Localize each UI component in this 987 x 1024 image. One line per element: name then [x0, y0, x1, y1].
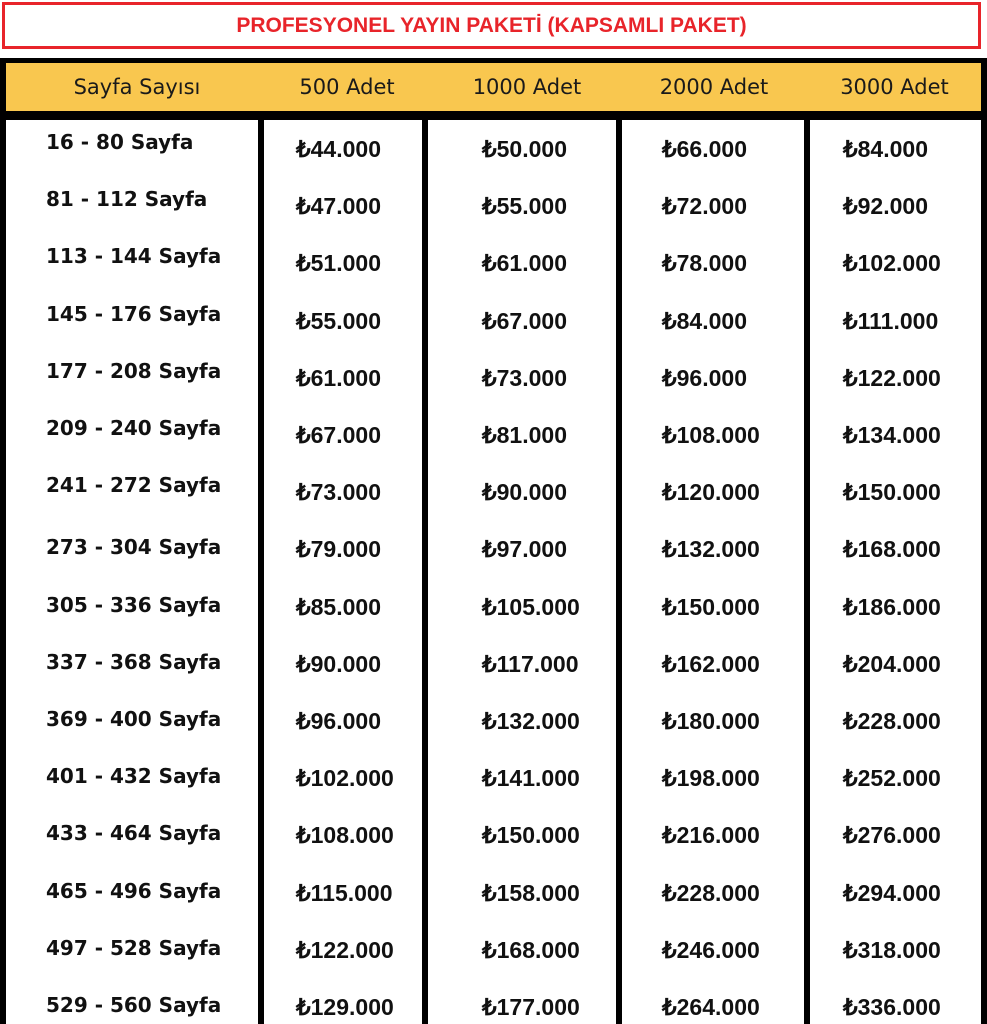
price-cell: ₺117.000: [482, 651, 579, 677]
row-label: 177 - 208 Sayfa: [46, 359, 222, 383]
price-cell: ₺294.000: [843, 880, 941, 906]
price-cell: ₺264.000: [662, 994, 760, 1020]
price-cell: ₺186.000: [843, 594, 941, 620]
price-cell: ₺198.000: [662, 765, 760, 791]
price-cell: ₺85.000: [296, 594, 381, 620]
row-label: 241 - 272 Sayfa: [46, 473, 222, 497]
price-cell: ₺120.000: [662, 479, 760, 505]
price-cell: ₺105.000: [482, 594, 580, 620]
price-cell: ₺61.000: [482, 250, 567, 276]
price-cell: ₺336.000: [843, 994, 941, 1020]
price-cell: ₺122.000: [843, 365, 941, 391]
price-cell: ₺177.000: [482, 994, 580, 1020]
price-cell: ₺168.000: [843, 536, 941, 562]
price-cell: ₺97.000: [482, 536, 567, 562]
price-cell: ₺73.000: [296, 479, 381, 505]
row-label: 337 - 368 Sayfa: [46, 650, 222, 674]
price-cell: ₺44.000: [296, 136, 381, 162]
price-cell: ₺61.000: [296, 365, 381, 391]
row-label: 209 - 240 Sayfa: [46, 416, 222, 440]
price-cell: ₺216.000: [662, 822, 760, 848]
price-cell: ₺79.000: [296, 536, 381, 562]
price-cell: ₺73.000: [482, 365, 567, 391]
price-cell: ₺55.000: [296, 308, 381, 334]
price-cell: ₺246.000: [662, 937, 760, 963]
row-label: 433 - 464 Sayfa: [46, 821, 222, 845]
price-cell: ₺102.000: [843, 250, 941, 276]
price-cell: ₺132.000: [482, 708, 580, 734]
price-cell: ₺108.000: [296, 822, 394, 848]
price-cell: ₺204.000: [843, 651, 941, 677]
price-cell: ₺122.000: [296, 937, 394, 963]
price-cell: ₺252.000: [843, 765, 941, 791]
price-cell: ₺84.000: [662, 308, 747, 334]
row-label: 145 - 176 Sayfa: [46, 302, 222, 326]
price-cell: ₺158.000: [482, 880, 580, 906]
price-cell: ₺78.000: [662, 250, 747, 276]
price-cell: ₺318.000: [843, 937, 941, 963]
price-cell: ₺162.000: [662, 651, 760, 677]
price-cell: ₺84.000: [843, 136, 928, 162]
price-cell: ₺108.000: [662, 422, 760, 448]
header-page-count: Sayfa Sayısı: [73, 75, 201, 99]
price-cell: ₺150.000: [482, 822, 580, 848]
row-label: 113 - 144 Sayfa: [46, 244, 222, 268]
price-cell: ₺276.000: [843, 822, 941, 848]
price-cell: ₺55.000: [482, 193, 567, 219]
price-cell: ₺102.000: [296, 765, 394, 791]
price-cell: ₺96.000: [296, 708, 381, 734]
price-cell: ₺81.000: [482, 422, 567, 448]
price-cell: ₺141.000: [482, 765, 580, 791]
price-cell: ₺180.000: [662, 708, 760, 734]
row-label: 401 - 432 Sayfa: [46, 764, 222, 788]
row-label: 465 - 496 Sayfa: [46, 879, 222, 903]
price-cell: ₺111.000: [843, 308, 939, 334]
row-label: 369 - 400 Sayfa: [46, 707, 222, 731]
price-cell: ₺66.000: [662, 136, 747, 162]
row-label: 81 - 112 Sayfa: [46, 187, 208, 211]
price-cell: ₺51.000: [296, 250, 381, 276]
price-cell: ₺90.000: [482, 479, 567, 505]
price-cell: ₺150.000: [843, 479, 941, 505]
price-cell: ₺134.000: [843, 422, 941, 448]
price-cell: ₺132.000: [662, 536, 760, 562]
price-cell: ₺67.000: [482, 308, 567, 334]
price-cell: ₺96.000: [662, 365, 747, 391]
price-cell: ₺47.000: [296, 193, 381, 219]
page-title: PROFESYONEL YAYIN PAKETİ (KAPSAMLI PAKET): [236, 13, 747, 37]
row-label: 497 - 528 Sayfa: [46, 936, 222, 960]
table-header: [6, 63, 981, 111]
price-cell: ₺72.000: [662, 193, 747, 219]
header-2000: 2000 Adet: [659, 75, 769, 99]
price-cell: ₺90.000: [296, 651, 381, 677]
price-cell: ₺115.000: [296, 880, 393, 906]
price-cell: ₺67.000: [296, 422, 381, 448]
title-banner: [2, 2, 981, 49]
row-label: 273 - 304 Sayfa: [46, 535, 222, 559]
header-500: 500 Adet: [299, 75, 395, 99]
price-cell: ₺92.000: [843, 193, 928, 219]
header-1000: 1000 Adet: [472, 75, 582, 99]
price-cell: ₺50.000: [482, 136, 567, 162]
price-cell: ₺168.000: [482, 937, 580, 963]
price-cell: ₺228.000: [662, 880, 760, 906]
price-cell: ₺228.000: [843, 708, 941, 734]
price-cell: ₺150.000: [662, 594, 760, 620]
row-label: 16 - 80 Sayfa: [46, 130, 194, 154]
row-label: 305 - 336 Sayfa: [46, 593, 222, 617]
price-cell: ₺129.000: [296, 994, 394, 1020]
row-label: 529 - 560 Sayfa: [46, 993, 222, 1017]
header-3000: 3000 Adet: [840, 75, 949, 99]
